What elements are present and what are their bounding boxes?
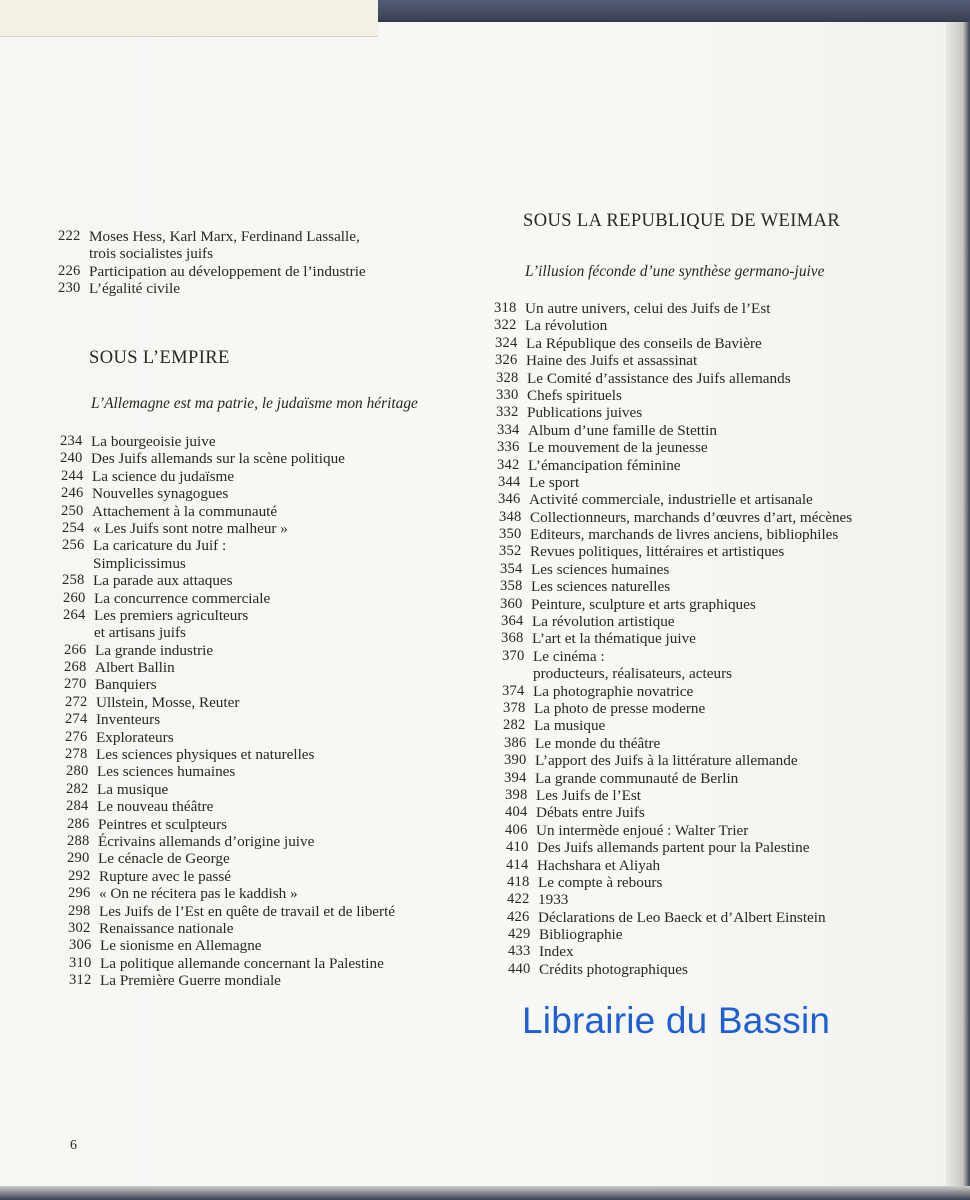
toc-page-number: 250 [61, 502, 84, 519]
toc-page-number: 433 [508, 943, 531, 960]
toc-entry-title: La révolution [525, 317, 608, 335]
toc-entry-title: Rupture avec le passé [99, 867, 231, 885]
toc-entry [494, 822, 852, 839]
book-bottom-edge [0, 1186, 970, 1200]
toc-entry-title: Déclarations de Leo Baeck et d’Albert Einstein [538, 908, 826, 926]
toc-entry-title: Les sciences humaines [531, 560, 670, 578]
toc-entry-title: Peintres et sculpteurs [98, 815, 228, 833]
toc-entry [494, 457, 852, 474]
toc-page-number: 230 [58, 280, 81, 297]
toc-page-number: 222 [58, 228, 81, 244]
toc-entry-title: La science du judaïsme [92, 467, 235, 485]
toc-page-number: 326 [495, 352, 518, 369]
toc-entry [60, 903, 395, 920]
toc-page-number: 374 [502, 682, 525, 699]
toc-entry [60, 450, 395, 467]
toc-entry-title: La concurrence commerciale [94, 589, 271, 607]
toc-entry [60, 868, 395, 885]
toc-page-number: 358 [500, 578, 523, 595]
toc-entry-title: Album d’une famille de Stettin [528, 421, 717, 439]
toc-page-number: 254 [62, 519, 85, 536]
toc-entry [60, 763, 395, 780]
toc-entry [60, 972, 395, 989]
toc-page-number: 282 [66, 780, 89, 797]
toc-page-number: 318 [494, 300, 517, 316]
toc-entry-title: Banquiers [95, 676, 157, 694]
toc-entry [58, 280, 366, 297]
toc-entry [494, 509, 852, 526]
toc-page-number: 282 [503, 717, 526, 734]
toc-entry [60, 711, 395, 728]
toc-page-number: 274 [65, 711, 88, 728]
toc-entry [60, 520, 395, 537]
section-subtitle-weimar: L’illusion féconde d’une synthèse germano-juive [525, 263, 825, 280]
toc-page-number: 256 [62, 537, 85, 554]
toc-entry-title: Les sciences naturelles [531, 578, 671, 596]
toc-entry-title: La bourgeoisie juive [91, 433, 216, 450]
toc-page-number: 260 [63, 589, 86, 606]
toc-entry-title: La photographie novatrice [533, 682, 694, 700]
toc-page-number: 404 [505, 804, 528, 821]
section-heading-weimar: SOUS LA REPUBLIQUE DE WEIMAR [523, 211, 841, 231]
toc-page-number: 322 [494, 317, 517, 334]
toc-entry [494, 717, 852, 734]
toc-page-number: 306 [69, 937, 92, 954]
toc-page-number: 284 [66, 798, 89, 815]
toc-entry [494, 335, 852, 352]
toc-entry [60, 503, 395, 520]
toc-entry-title: Hachshara et Aliyah [537, 856, 661, 874]
toc-entry [494, 474, 852, 491]
toc-entry [494, 300, 852, 317]
toc-entry [494, 770, 852, 787]
toc-entry-title: Inventeurs [96, 711, 161, 729]
toc-entry-title: Les Juifs de l’Est [536, 786, 642, 804]
toc-page-number: 246 [61, 485, 84, 502]
toc-entry-title: Ullstein, Mosse, Reuter [96, 693, 240, 711]
toc-entry [494, 787, 852, 804]
toc-page-number: 272 [65, 693, 88, 710]
toc-page-number: 296 [68, 885, 91, 902]
toc-page-number: 386 [504, 734, 527, 751]
toc-entry [60, 816, 395, 833]
toc-entry [60, 729, 395, 746]
toc-page-number: 360 [500, 595, 523, 612]
page-edge-shadow [946, 22, 970, 1190]
toc-entry-title: Index [539, 943, 574, 961]
toc-entry-title: Attachement à la communauté [92, 502, 278, 520]
toc-page-number: 276 [65, 728, 88, 745]
toc-entry [494, 317, 852, 334]
watermark-text: Librairie du Bassin [522, 1000, 831, 1041]
toc-entry-title: Participation au développement de l’industrie [89, 262, 366, 280]
toc-entry-title: Moses Hess, Karl Marx, Ferdinand Lassalle, [89, 228, 360, 245]
toc-entry [494, 439, 852, 456]
toc-entry-title: Collectionneurs, marchands d’œuvres d’art, mécènes [530, 508, 853, 526]
toc-entry [494, 370, 852, 387]
toc-entry-title: La République des conseils de Bavière [526, 334, 762, 352]
toc-page-number: 288 [67, 832, 90, 849]
toc-entry-title: La musique [97, 780, 169, 798]
toc-entry [494, 491, 852, 508]
toc-page-number: 290 [67, 850, 90, 867]
toc-entry-title: L’égalité civile [89, 280, 180, 298]
toc-entry-title: La photo de presse moderne [534, 699, 706, 717]
toc-entry [494, 683, 852, 700]
toc-entry-title: Le cénacle de George [98, 850, 230, 868]
toc-entry [60, 746, 395, 763]
toc-page-number: 410 [506, 839, 529, 856]
toc-entry [60, 468, 395, 485]
toc-entry-title: Des Juifs allemands sur la scène politique [91, 450, 345, 468]
toc-page-number: 368 [501, 630, 524, 647]
toc-entry [494, 909, 852, 926]
toc-page-number: 278 [65, 746, 88, 763]
toc-entry-title: producteurs, réalisateurs, acteurs [533, 665, 733, 683]
toc-page-number: 332 [496, 404, 519, 421]
toc-page-number: 286 [67, 815, 90, 832]
toc-entry [60, 676, 395, 693]
toc-page-number: 398 [505, 786, 528, 803]
toc-page-number: 302 [68, 919, 91, 936]
toc-page-number: 312 [69, 972, 92, 989]
toc-entry-title: La révolution artistique [532, 613, 675, 631]
toc-entry-title: Le compte à rebours [538, 873, 663, 891]
toc-entry [60, 537, 395, 554]
toc-entry [494, 857, 852, 874]
toc-entry-title: Écrivains allemands d’origine juive [98, 832, 315, 850]
toc-entry [60, 955, 395, 972]
toc-entry [60, 642, 395, 659]
toc-entry [494, 613, 852, 630]
toc-page-number: 342 [497, 456, 520, 473]
toc-left-entries [60, 433, 395, 990]
toc-entry-title: et artisans juifs [94, 624, 186, 642]
toc-entry [58, 228, 366, 245]
toc-entry-title: L’émancipation féminine [528, 456, 681, 474]
toc-page-number: 394 [504, 769, 527, 786]
toc-entry [494, 526, 852, 543]
toc-page-number: 348 [499, 508, 522, 525]
toc-entry-title: La caricature du Juif : [93, 537, 227, 555]
toc-page-number: 440 [508, 960, 531, 977]
toc-page-number: 344 [498, 473, 521, 490]
toc-page-number: 244 [61, 467, 84, 484]
toc-entry [494, 735, 852, 752]
toc-entry-title: La musique [534, 717, 606, 735]
toc-page-number: 268 [64, 659, 87, 676]
toc-page-number: 429 [508, 926, 531, 943]
toc-entry [494, 648, 852, 665]
toc-entry [58, 245, 366, 262]
toc-page-number: 292 [68, 867, 91, 884]
toc-entry-title: Crédits photographiques [539, 960, 688, 978]
toc-entry [60, 590, 395, 607]
toc-entry-title: Le Comité d’assistance des Juifs allemands [527, 369, 791, 387]
toc-page-number: 258 [62, 572, 85, 589]
toc-entry [494, 352, 852, 369]
toc-entry [494, 404, 852, 421]
toc-entry-title: L’art et la thématique juive [532, 630, 696, 648]
toc-entry [60, 850, 395, 867]
toc-entry [60, 833, 395, 850]
toc-entry [60, 920, 395, 937]
toc-entry-title: « Les Juifs sont notre malheur » [93, 519, 288, 537]
toc-entry-title: La grande industrie [95, 641, 214, 659]
toc-entry [494, 961, 852, 978]
toc-entry-title: Débats entre Juifs [536, 804, 645, 822]
toc-entry-title: Peinture, sculpture et arts graphiques [531, 595, 756, 613]
toc-entry-title: Simplicissimus [93, 554, 186, 572]
toc-entry [60, 624, 395, 641]
toc-entry-title: L’apport des Juifs à la littérature allemande [535, 752, 798, 770]
toc-page-number: 426 [507, 908, 530, 925]
toc-entry [494, 596, 852, 613]
toc-page-number: 298 [68, 902, 91, 919]
toc-page-number: 390 [504, 752, 527, 769]
toc-page-number: 370 [502, 647, 525, 664]
toc-entry [60, 607, 395, 624]
paper-tab-strip [0, 0, 378, 37]
toc-entry-title: trois socialistes juifs [89, 245, 214, 263]
toc-entry-title: Bibliographie [539, 926, 623, 944]
toc-page-number: 346 [498, 491, 521, 508]
toc-entry-title: Publications juives [527, 404, 643, 422]
toc-entry-title: Nouvelles synagogues [92, 485, 229, 503]
toc-page-number: 266 [64, 641, 87, 658]
toc-entry-title: Le sionisme en Allemagne [100, 937, 262, 955]
toc-page-number: 234 [60, 433, 83, 449]
toc-left-intro [58, 228, 366, 298]
toc-entry-title: Un intermède enjoué : Walter Trier [536, 821, 749, 839]
toc-entry [60, 433, 395, 450]
toc-entry [494, 422, 852, 439]
toc-entry [494, 926, 852, 943]
toc-entry [60, 937, 395, 954]
toc-page-number: 264 [63, 606, 86, 623]
toc-entry-title: Haine des Juifs et assassinat [526, 352, 698, 370]
toc-entry-title: Activité commerciale, industrielle et artisanale [529, 491, 813, 509]
toc-entry [494, 839, 852, 856]
toc-page-number: 350 [499, 526, 522, 543]
toc-entry [60, 885, 395, 902]
section-subtitle-empire: L’Allemagne est ma patrie, le judaïsme mon héritage [91, 395, 418, 412]
toc-page-number: 414 [506, 856, 529, 873]
toc-entry-title: Les sciences physiques et naturelles [96, 746, 315, 764]
toc-entry-title: Editeurs, marchands de livres anciens, bibliophiles [530, 526, 839, 544]
page-number: 6 [70, 1138, 77, 1153]
toc-entry-title: Le mouvement de la jeunesse [528, 439, 708, 457]
toc-entry-title: Les Juifs de l’Est en quête de travail et de liberté [99, 902, 396, 920]
toc-entry-title: Renaissance nationale [99, 919, 234, 937]
toc-entry [60, 485, 395, 502]
toc-entry [494, 804, 852, 821]
toc-entry-title: Le nouveau théâtre [97, 798, 214, 816]
toc-entry-title: « On ne récitera pas le kaddish » [99, 885, 298, 903]
toc-entry [60, 694, 395, 711]
toc-page-number: 336 [497, 439, 520, 456]
toc-entry [60, 798, 395, 815]
toc-page-number: 310 [69, 954, 92, 971]
toc-page-number: 226 [58, 262, 81, 279]
toc-page-number: 352 [499, 543, 522, 560]
toc-entry [58, 263, 366, 280]
toc-entry [494, 665, 852, 682]
toc-entry-title: Un autre univers, celui des Juifs de l’Est [525, 300, 771, 317]
toc-entry [494, 543, 852, 560]
toc-entry [494, 891, 852, 908]
toc-page-number: 422 [507, 891, 530, 908]
toc-entry-title: Explorateurs [96, 728, 174, 746]
toc-entry-title: Le monde du théâtre [535, 734, 661, 752]
toc-entry [494, 387, 852, 404]
toc-page-number: 378 [503, 699, 526, 716]
toc-entry [494, 630, 852, 647]
toc-page-number: 418 [507, 873, 530, 890]
toc-page-number: 406 [505, 821, 528, 838]
toc-entry [494, 700, 852, 717]
toc-page-number: 334 [497, 421, 520, 438]
toc-entry-title: Chefs spirituels [527, 386, 622, 404]
toc-entry [494, 752, 852, 769]
toc-entry-title: Le sport [529, 473, 580, 491]
toc-entry-title: La parade aux attaques [93, 572, 233, 590]
toc-page-number: 324 [495, 334, 518, 351]
toc-entry [494, 874, 852, 891]
toc-page-number: 330 [496, 386, 519, 403]
toc-page-number: 270 [64, 676, 87, 693]
toc-page-number: 364 [501, 613, 524, 630]
toc-entry-title: La politique allemande concernant la Palestine [100, 954, 384, 972]
toc-entry [494, 561, 852, 578]
toc-entry [60, 572, 395, 589]
toc-page-number: 328 [496, 369, 519, 386]
section-heading-empire: SOUS L’EMPIRE [89, 348, 230, 368]
toc-entry-title: Revues politiques, littéraires et artistiques [530, 543, 785, 561]
toc-entry-title: Le cinéma : [533, 647, 605, 665]
toc-entry [60, 555, 395, 572]
toc-entry-title: Les sciences humaines [97, 763, 236, 781]
toc-entry [494, 943, 852, 960]
toc-entry-title: La grande communauté de Berlin [535, 769, 739, 787]
toc-entry-title: 1933 [538, 891, 569, 909]
toc-page-number: 240 [60, 450, 83, 467]
toc-entry-title: Des Juifs allemands partent pour la Palestine [537, 839, 810, 857]
toc-entry [60, 659, 395, 676]
toc-entry-title: Albert Ballin [95, 659, 175, 677]
toc-entry [60, 781, 395, 798]
toc-entry [494, 578, 852, 595]
toc-right-entries [494, 300, 852, 978]
toc-page-number: 354 [500, 560, 523, 577]
toc-entry-title: La Première Guerre mondiale [100, 972, 281, 990]
toc-entry-title: Les premiers agriculteurs [94, 606, 249, 624]
toc-page-number: 280 [66, 763, 89, 780]
